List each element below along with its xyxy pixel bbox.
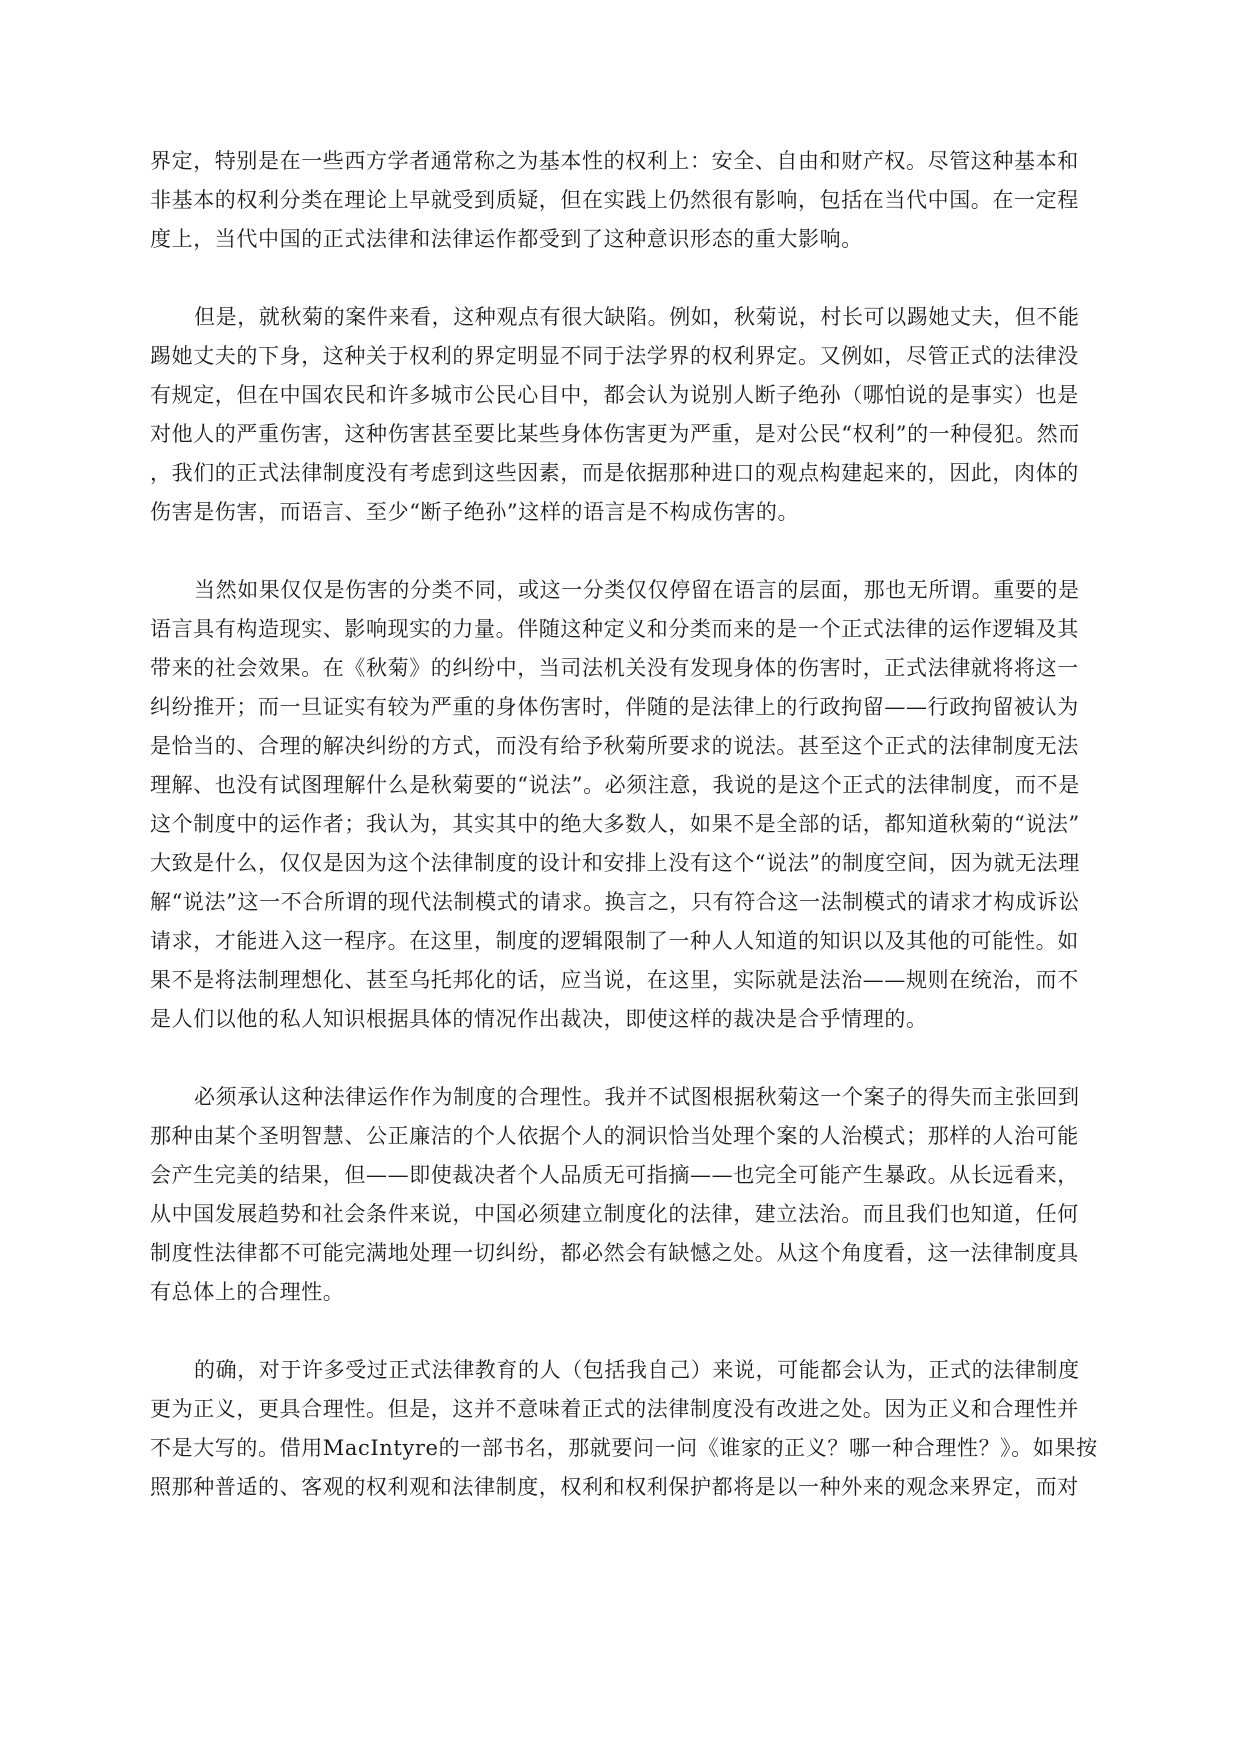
text-line: 语言具有构造现实、影响现实的力量。伴随这种定义和分类而来的是一个正式法律的运作逻辑及其 bbox=[150, 617, 1079, 641]
text-line: 踢她丈夫的下身，这种关于权利的界定明显不同于法学界的权利界定。又例如，尽管正式的法律没 bbox=[150, 344, 1079, 368]
text-line: 对他人的严重伤害，这种伤害甚至要比某些身体伤害更为严重，是对公民“权利”的一种侵犯。然而 bbox=[150, 422, 1080, 446]
text-line: 这个制度中的运作者；我认为，其实其中的绝大多数人，如果不是全部的话，都知道秋菊的“说法” bbox=[150, 812, 1080, 836]
text-line: 理解、也没有试图理解什么是秋菊要的“说法”。必须注意，我说的是这个正式的法律制度，而不是 bbox=[150, 773, 1080, 797]
paragraph-2 bbox=[150, 298, 1090, 532]
text-line: 非基本的权利分类在理论上早就受到质疑，但在实践上仍然很有影响，包括在当代中国。在一定程 bbox=[150, 188, 1079, 212]
text-line: 带来的社会效果。在《秋菊》的纠纷中，当司法机关没有发现身体的伤害时，正式法律就将将这一 bbox=[150, 656, 1079, 680]
text-line: 果不是将法制理想化、甚至乌托邦化的话，应当说，在这里，实际就是法治——规则在统治，而不 bbox=[150, 968, 1079, 992]
text-line: 解“说法”这一不合所谓的现代法制模式的请求。换言之，只有符合这一法制模式的请求才构成诉讼 bbox=[150, 890, 1080, 914]
text-line: 那种由某个圣明智慧、公正廉洁的个人依据个人的洞识恰当处理个案的人治模式；那样的人治可能 bbox=[150, 1124, 1079, 1148]
text-line: 度上，当代中国的正式法律和法律运作都受到了这种意识形态的重大影响。 bbox=[150, 227, 863, 251]
text-line: 大致是什么，仅仅是因为这个法律制度的设计和安排上没有这个“说法”的制度空间，因为就无法理 bbox=[150, 851, 1080, 875]
text-line: 制度性法律都不可能完满地处理一切纠纷，都必然会有缺憾之处。从这个角度看，这一法律制度具 bbox=[150, 1241, 1079, 1265]
text-line: 界定，特别是在一些西方学者通常称之为基本性的权利上：安全、自由和财产权。尽管这种基本和 bbox=[150, 149, 1079, 173]
text-line: 从中国发展趋势和社会条件来说，中国必须建立制度化的法律，建立法治。而且我们也知道，任何 bbox=[150, 1202, 1079, 1226]
text-line: 有总体上的合理性。 bbox=[150, 1280, 345, 1304]
text-line: 照那种普适的、客观的权利观和法律制度，权利和权利保护都将是以一种外来的观念来界定，而对 bbox=[150, 1475, 1079, 1499]
text-line: 更为正义，更具合理性。但是，这并不意味着正式的法律制度没有改进之处。因为正义和合理性并 bbox=[150, 1397, 1079, 1421]
paragraph-5 bbox=[150, 1351, 1098, 1507]
text-line: ，我们的正式法律制度没有考虑到这些因素，而是依据那种进口的观点构建起来的，因此，肉体的 bbox=[150, 461, 1079, 485]
text-line: 是恰当的、合理的解决纠纷的方式，而没有给予秋菊所要求的说法。甚至这个正式的法律制度无法 bbox=[150, 734, 1079, 758]
text-line: 会产生完美的结果，但——即使裁决者个人品质无可指摘——也完全可能产生暴政。从长远看来， bbox=[150, 1163, 1079, 1187]
text-line: 的确，对于许多受过正式法律教育的人（包括我自己）来说，可能都会认为，正式的法律制度 bbox=[194, 1358, 1080, 1382]
text-line: 是人们以他的私人知识根据具体的情况作出裁决，即使这样的裁决是合乎情理的。 bbox=[150, 1007, 928, 1031]
paragraph-3 bbox=[150, 571, 1090, 1039]
paragraph-1 bbox=[150, 142, 1090, 259]
text-line: 当然如果仅仅是伤害的分类不同，或这一分类仅仅停留在语言的层面，那也无所谓。重要的是 bbox=[194, 578, 1080, 602]
text-line: 请求，才能进入这一程序。在这里，制度的逻辑限制了一种人人知道的知识以及其他的可能性。如 bbox=[150, 929, 1079, 953]
text-line: 必须承认这种法律运作作为制度的合理性。我并不试图根据秋菊这一个案子的得失而主张回到 bbox=[194, 1085, 1080, 1109]
document-page bbox=[150, 142, 1098, 1546]
text-line: 不是大写的。借用MacIntyre的一部书名，那就要问一问《谁家的正义？哪一种合理性？》。如果按 bbox=[150, 1436, 1098, 1460]
paragraph-4 bbox=[150, 1078, 1090, 1312]
text-line: 伤害是伤害，而语言、至少“断子绝孙”这样的语言是不构成伤害的。 bbox=[150, 500, 800, 524]
text-line: 有规定，但在中国农民和许多城市公民心目中，都会认为说别人断子绝孙（哪怕说的是事实）也是 bbox=[150, 383, 1079, 407]
text-line: 纠纷推开；而一旦证实有较为严重的身体伤害时，伴随的是法律上的行政拘留——行政拘留被认为 bbox=[150, 695, 1079, 719]
text-line: 但是，就秋菊的案件来看，这种观点有很大缺陷。例如，秋菊说，村长可以踢她丈夫，但不能 bbox=[194, 305, 1080, 329]
